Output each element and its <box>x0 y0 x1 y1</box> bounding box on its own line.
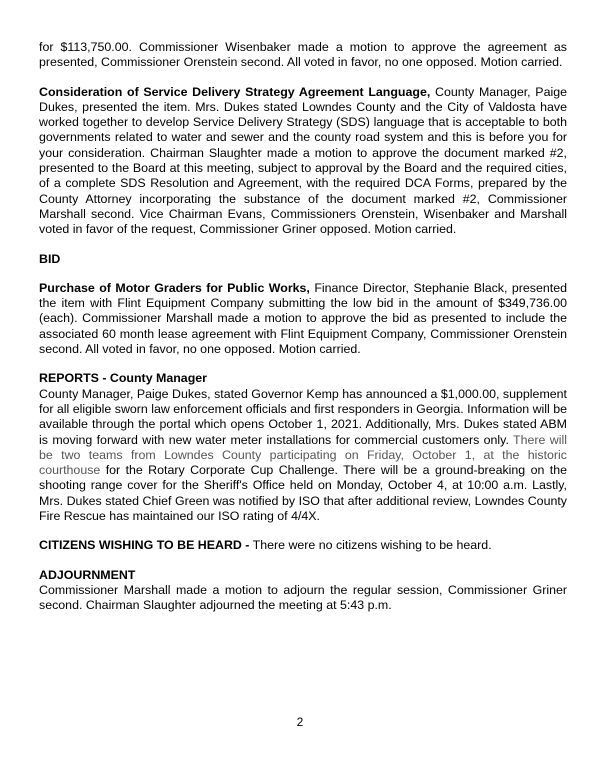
adjournment-body: Commissioner Marshall made a motion to adjourn the regular session, Commissioner Griner second. Chairman Slaughter adjourned the meeting at 5:43 p.m. <box>39 582 567 613</box>
motor-graders-heading: Purchase of Motor Graders for Public Works, <box>39 280 310 295</box>
paragraph-agreement-continuation <box>39 40 567 71</box>
paragraph-reports <box>39 371 567 524</box>
adjournment-heading: ADJOURNMENT <box>39 567 136 582</box>
reports-body-2: for the Rotary Corporate Cup Challenge. There will be a ground-breaking on the shooting range cover for the Sheriff's Office held on Monday, October 4, at 10:00 a.m. Lastly, Mrs. Dukes stated Chief Green was notified by ISO that after additional review, Lowndes County Fire Rescue has maintained our ISO rating of 4/4X. <box>39 463 567 524</box>
citizens-heading: CITIZENS WISHING TO BE HEARD - <box>39 538 250 553</box>
document-page <box>39 40 567 628</box>
sds-body: County Manager, Paige Dukes, presented the item. Mrs. Dukes stated Lowndes County and the City of Valdosta have worked together to develop Service Delivery Strategy (SDS) language that is acceptable to both governments related to water and sewer and the county road system and this is before you for your consideration. Chairman Slaughter made a motion to approve the document marked #2, presented to the Board at this meeting, subject to approval by the Board and the required cities, of a complete SDS Resolution and Agreement, with the required DCA Forms, prepared by the County Attorney incorporating the substance of the document marked #2, Commissioner Marshall second. Vice Chairman Evans, Commissioners Orenstein, Wisenbaker and Marshall voted in favor of the request, Commissioner Griner opposed. Motion carried. <box>39 84 567 237</box>
citizens-body: There were no citizens wishing to be heard. <box>249 538 492 553</box>
paragraph-citizens <box>39 538 567 553</box>
motor-graders-body: Finance Director, Stephanie Black, presented the item with Flint Equipment Company submitting the low bid in the amount of $349,736.00 (each). Commissioner Marshall made a motion to approve the bid as presented to include the associated 60 month lease agreement with Flint Equipment Company, Commissioner Orenstein second. All voted in favor, no one opposed. Motion carried. <box>39 280 567 357</box>
sds-heading: Consideration of Service Delivery Strategy Agreement Language, <box>39 84 431 99</box>
paragraph-text: for $113,750.00. Commissioner Wisenbaker made a motion to approve the agreement as presented, Commissioner Orenstein second. All voted in favor, no one opposed. Motion carried. <box>39 40 567 70</box>
reports-body-highlight: There will be two teams from Lowndes County participating on Friday, October 1, at the historic courthouse <box>39 432 567 478</box>
bid-heading: BID <box>39 251 61 266</box>
reports-heading: REPORTS - County Manager <box>39 371 207 386</box>
paragraph-motor-graders <box>39 281 567 357</box>
paragraph-sds-agreement <box>39 85 567 238</box>
reports-body-1: County Manager, Paige Dukes, stated Governor Kemp has announced a $1,000.00, supplement for all eligible sworn law enforcement officials and first responders in Georgia. Information will be available through the portal which opens October 1, 2021. Additionally, Mrs. Dukes stated ABM is moving forward with new water meter installations for commercial customers only. <box>39 386 567 447</box>
paragraph-adjournment <box>39 568 567 614</box>
page-number: 2 <box>296 715 304 729</box>
